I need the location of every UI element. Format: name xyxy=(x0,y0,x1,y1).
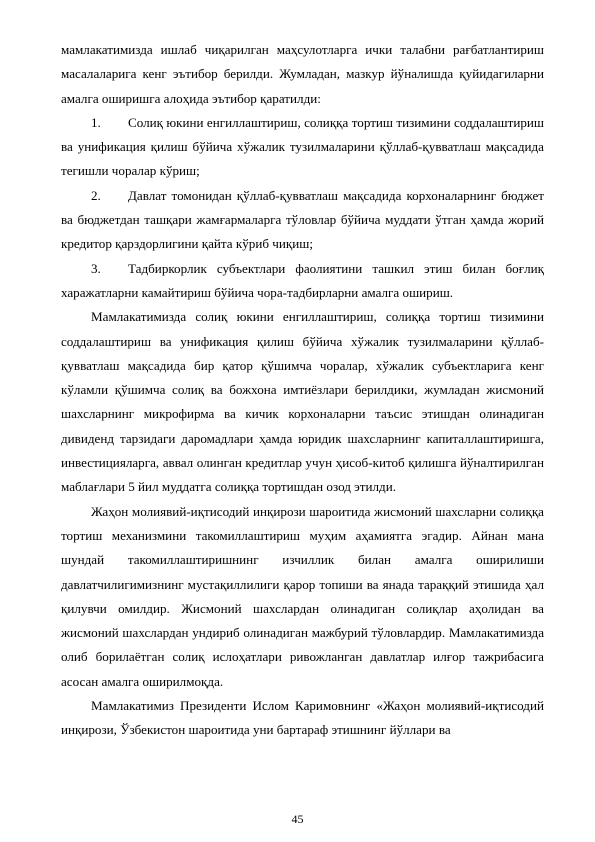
intro-paragraph: мамлакатимизда ишлаб чиқарилган маҳсулотларга ички талабни рағбатлантириш масалаларига кенг эътибор берилди. Жумладан, мазкур йўналишда қуйидагиларни амалга оширишга алоҳида эътибор қаратилди: xyxy=(61,42,544,106)
list-number: 3. xyxy=(91,260,101,276)
list-item-3 xyxy=(61,257,544,306)
body-paragraph-tax-measures: Мамлакатимизда солиқ юкини енгиллаштириш, солиққа тортиш тизимини соддалаштириш ва унификация қилиш бўйича хўжалик тузилмаларини қўллаб-қувватлаш мақсадида бир қатор қўшимча чоралар, хўжалик субъектларига кенг кўламли қўшимча солиқ ва божхона имтиёзлари берилдики, жумладан жисмоний шахсларнинг микрофирма ва кичик корхоналарни таъсис этишдан олинадиган дивиденд тарзидаги даромадлари ҳамда юридик шахсларнинг капиталлаштиришга, инвестицияларга, аввал олинган кредитлар учун ҳисоб-китоб қилишга йўналтирилган маблағлари 5 йил муддатга солиққа тортишдан озод этилди. xyxy=(61,309,544,495)
list-item-text: Давлат томонидан қўллаб-қувватлаш мақсадида корхоналарнинг бюджет ва бюджетдан ташқари жамғармаларга тўловлар бўйича муддати ўтган ҳамда жорий кредитор қарздорлигини қайта кўриб чиқиш; xyxy=(61,187,544,252)
list-number: 2. xyxy=(91,187,101,203)
list-item-text: Тадбиркорлик субъектлари фаолиятини ташкил этиш билан боғлиқ харажатларни камайтириш бўйича чора-тадбирларни амалга ошириш. xyxy=(61,260,544,300)
page-number: 45 xyxy=(291,812,304,826)
document-page xyxy=(61,38,544,743)
body-paragraph-crisis: Жаҳон молиявий-иқтисодий инқирози шароитида жисмоний шахсларни солиққа тортиш механизмини такомиллаштириш муҳим аҳамиятга эгадир. Айнан мана шундай такомиллаштиришнинг изчиллик билан амалга оширилиши давлатчилигимизнинг мустақиллилиги қарор топиши ва янада тараққий этишида ҳал қилувчи омилдир. Жисмоний шахслардан олинадиган солиқлар аҳолидан ва жисмоний шахслардан ундириб олинадиган мажбурий тўловлардир. Мамлакатимизда олиб борилаётган солиқ ислоҳатлари ривожланган давлатлар илғор тажрибасига асосан амалга оширилмоқда. xyxy=(61,503,544,689)
list-item-1 xyxy=(61,111,544,184)
list-number: 1. xyxy=(91,114,101,130)
body-paragraph-president: Мамлакатимиз Президенти Ислом Каримовнинг «Жаҳон молиявий-иқтисодий инқирози, Ўзбекистон шароитида уни бартараф этишнинг йўллари ва xyxy=(61,698,544,738)
list-item-2 xyxy=(61,184,544,257)
list-item-text: Солиқ юкини енгиллаштириш, солиққа тортиш тизимини соддалаштириш ва унификация қилиш бўйича хўжалик тузилмаларини қўллаб-қувватлаш мақсадида тегишли чоралар кўриш; xyxy=(61,114,544,179)
